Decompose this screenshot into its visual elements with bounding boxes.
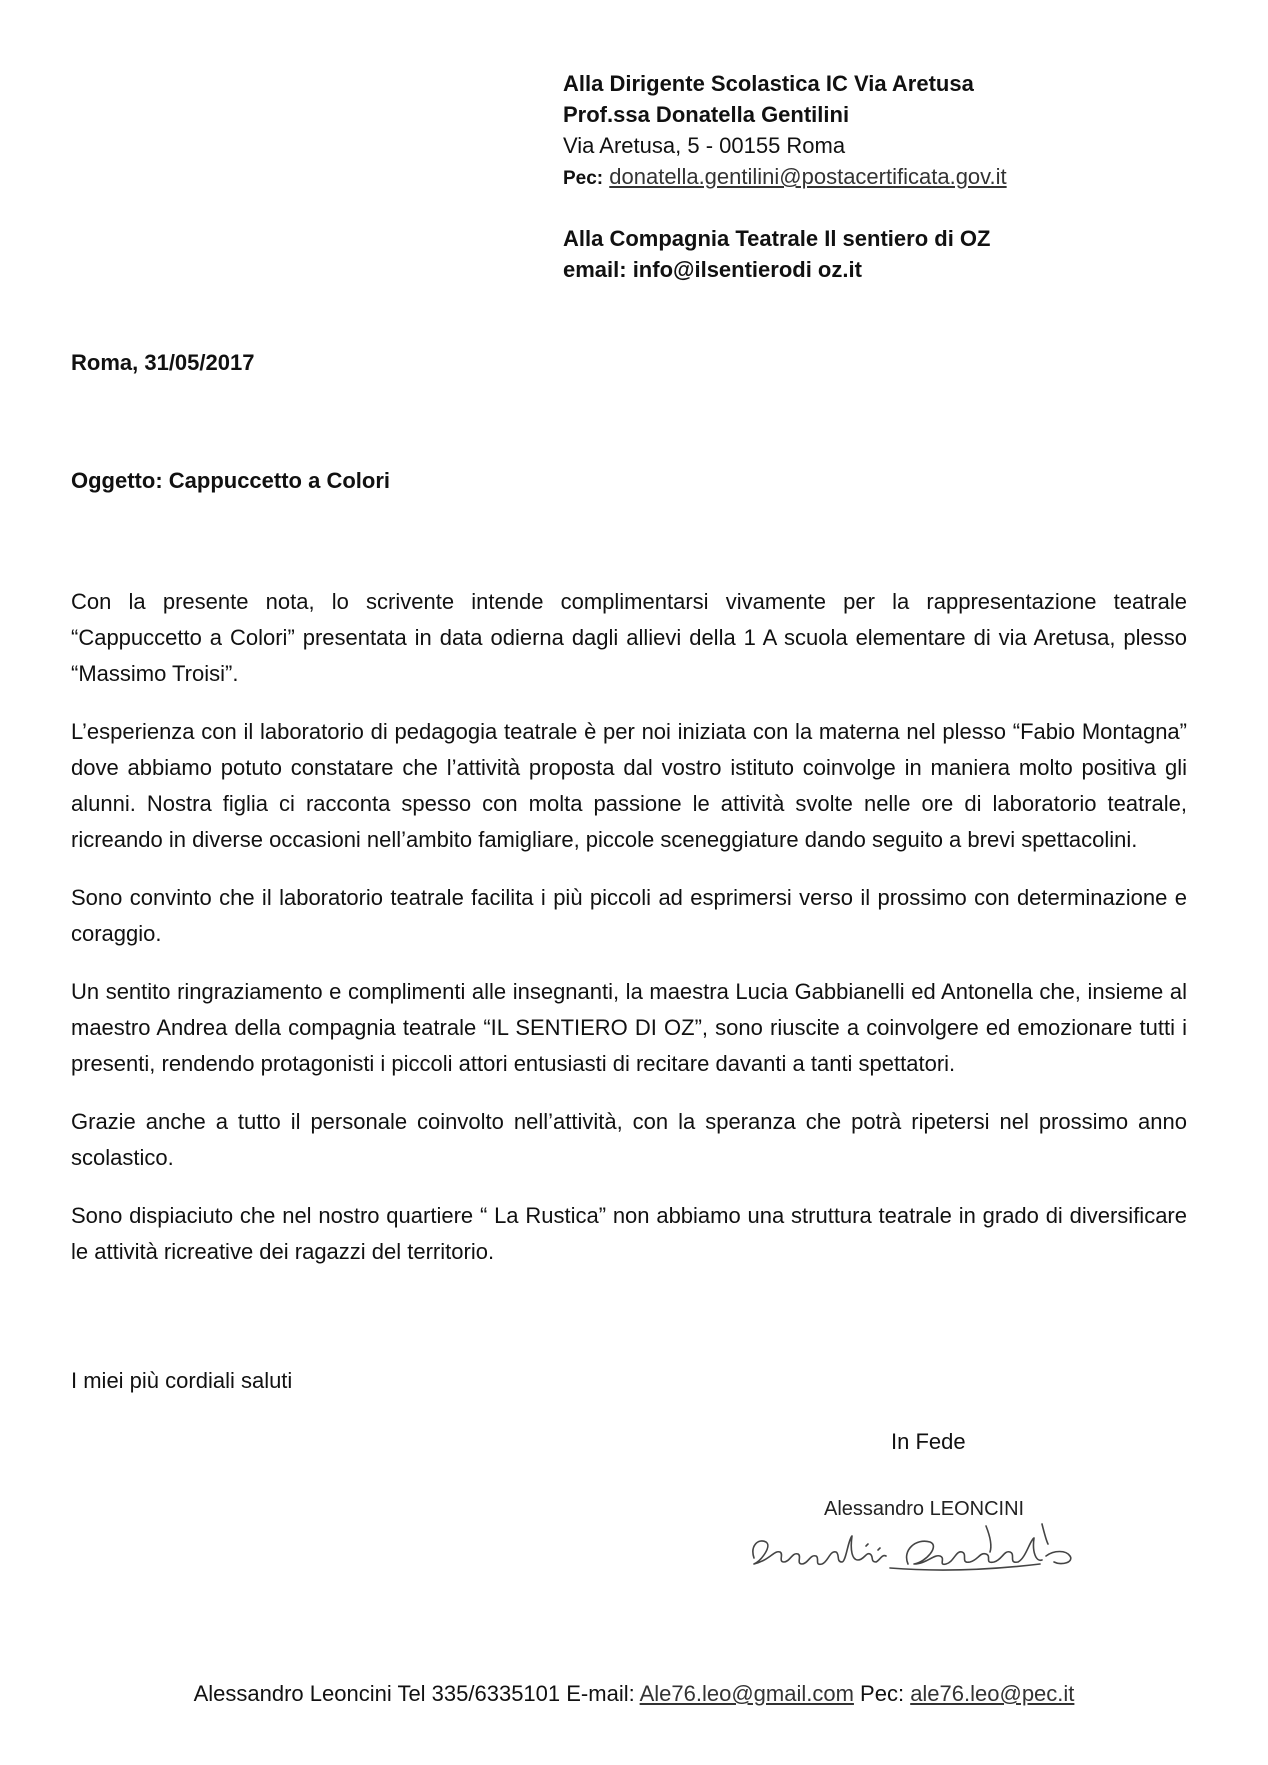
body-paragraph: Sono convinto che il laboratorio teatrale facilita i più piccoli ad esprimersi verso il prossimo con determinazione e coraggio. <box>71 885 1187 946</box>
letter-body <box>71 584 1187 1292</box>
body-paragraph: Un sentito ringraziamento e complimenti alle insegnanti, la maestra Lucia Gabbianelli ed Antonella che, insieme al maestro Andrea della compagnia teatrale “IL SENTIERO DI OZ”, sono riuscite a coinvolgere ed emozionare tutti i presenti, rendendo protagonisti i piccoli attori entusiasti di recitare davanti a tanti spettatori. <box>71 979 1187 1076</box>
body-paragraph: Sono dispiaciuto che nel nostro quartiere “ La Rustica” non abbiamo una struttura teatrale in grado di diversificare le attività ricreative dei ragazzi del territorio. <box>71 1203 1187 1264</box>
letter-date: Roma, 31/05/2017 <box>71 350 255 375</box>
letter-footer <box>0 1681 1268 1707</box>
closing-greeting: I miei più cordiali saluti <box>71 1368 293 1393</box>
footer-contact-text: Alessandro Leoncini Tel 335/6335101 E-mail: <box>193 1681 640 1706</box>
recipient-school-line1: Alla Dirigente Scolastica IC Via Aretusa <box>563 71 974 96</box>
in-fede-label: In Fede <box>891 1429 966 1454</box>
footer-email-link[interactable]: Ale76.leo@gmail.com <box>639 1681 854 1706</box>
footer-pec-label: Pec: <box>853 1681 911 1706</box>
footer-pec-link[interactable]: ale76.leo@pec.it <box>910 1681 1075 1706</box>
recipient-company-email: email: info@ilsentierodi oz.it <box>563 257 862 282</box>
recipient-company-line: Alla Compagnia Teatrale Il sentiero di OZ <box>563 226 991 251</box>
body-paragraph: L’esperienza con il laboratorio di pedagogia teatrale è per noi iniziata con la materna nel plesso “Fabio Montagna” dove abbiamo potuto constatare che l’attività proposta dal vostro istituto coinvolge in maniera molto positiva gli alunni. Nostra figlia ci racconta spesso con molta passione le attività svolte nelle ore di laboratorio teatrale, ricreando in diverse occasioni nell’ambito famigliare, piccole sceneggiature dando seguito a brevi spettacolini. <box>71 719 1187 852</box>
recipient-school-address: Via Aretusa, 5 - 00155 Roma <box>563 133 846 158</box>
signer-printed-name: Alessandro LEONCINI <box>824 1498 1025 1520</box>
handwritten-signature-icon <box>740 1480 1120 1590</box>
recipient-pec-label: Pec: <box>563 168 604 189</box>
recipient-pec-row <box>563 161 1203 194</box>
body-paragraph: Grazie anche a tutto il personale coinvolto nell’attività, con la speranza che potrà ripetersi nel prossimo anno scolastico. <box>71 1109 1187 1170</box>
body-paragraph: Con la presente nota, lo scrivente intende complimentarsi vivamente per la rappresentazione teatrale “Cappuccetto a Colori” presentata in data odierna dagli allievi della 1 A scuola elementare di via Aretusa, plesso “Massimo Troisi”. <box>71 589 1187 686</box>
recipients-block <box>563 68 1203 285</box>
recipient-pec-link[interactable]: donatella.gentilini@postacertificata.gov.it <box>609 164 1007 189</box>
recipient-school-line2: Prof.ssa Donatella Gentilini <box>563 102 850 127</box>
letter-subject: Oggetto: Cappuccetto a Colori <box>71 468 390 493</box>
